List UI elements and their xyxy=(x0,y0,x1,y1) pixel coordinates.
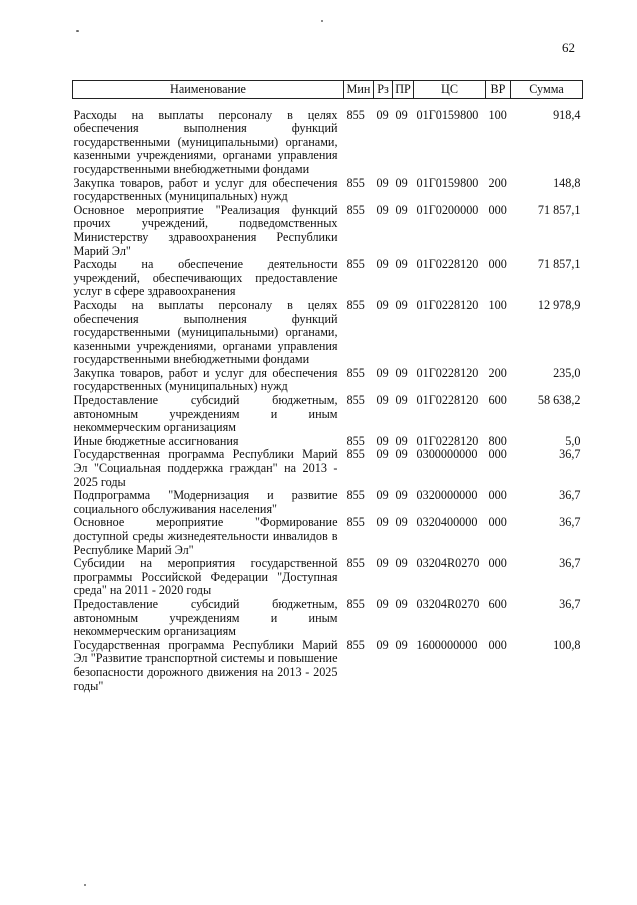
cell-rz: 09 xyxy=(376,175,389,190)
cell-vr: 000 xyxy=(488,556,507,571)
cell-name: Основное мероприятие "Реализация функций прочих учреждений, подведомственных Министерству здравоохранения Республики Марий Эл" xyxy=(73,202,338,258)
cell-rz: 09 xyxy=(376,393,389,408)
table-row xyxy=(73,98,583,176)
cell-cs: 01Г0200000 xyxy=(416,202,479,217)
table-row xyxy=(73,516,583,557)
cell-min: 855 xyxy=(346,257,365,272)
table-row xyxy=(73,639,583,693)
cell-pr: 09 xyxy=(395,556,408,571)
cell-vr: 200 xyxy=(488,365,507,380)
cell-vr: 000 xyxy=(488,637,507,652)
cell-cs: 03204R0270 xyxy=(416,556,480,571)
table-row xyxy=(73,258,583,299)
cell-rz: 09 xyxy=(376,257,389,272)
cell-sum: 100,8 xyxy=(553,637,581,652)
cell-sum: 36,7 xyxy=(559,447,581,462)
cell-name: Основное мероприятие "Формирование доступной среды жизнедеятельности инвалидов в Республике Марий Эл" xyxy=(73,515,338,557)
cell-vr: 200 xyxy=(488,175,507,190)
cell-sum: 36,7 xyxy=(559,556,581,571)
cell-vr: 000 xyxy=(488,447,507,462)
cell-rz: 09 xyxy=(376,297,389,312)
table-row xyxy=(73,204,583,258)
cell-rz: 09 xyxy=(376,447,389,462)
cell-rz: 09 xyxy=(376,365,389,380)
cell-pr: 09 xyxy=(395,488,408,503)
cell-min: 855 xyxy=(346,433,365,448)
header-sum: Сумма xyxy=(511,81,583,99)
table-row xyxy=(73,448,583,489)
cell-min: 855 xyxy=(346,556,365,571)
cell-cs: 01Г0228120 xyxy=(416,433,479,448)
cell-rz: 09 xyxy=(376,556,389,571)
cell-min: 855 xyxy=(346,488,365,503)
table-row xyxy=(73,598,583,639)
cell-rz: 09 xyxy=(376,107,389,122)
cell-vr: 100 xyxy=(488,297,507,312)
cell-pr: 09 xyxy=(395,175,408,190)
cell-vr: 600 xyxy=(488,393,507,408)
cell-min: 855 xyxy=(346,393,365,408)
cell-vr: 600 xyxy=(488,596,507,611)
cell-cs: 0300000000 xyxy=(416,447,478,462)
cell-name: Расходы на выплаты персоналу в целях обеспечения выполнения функций государственными (муниципальными) органами, казенными учреждениями, органами управления государственными внебюджетными фондами xyxy=(73,297,338,367)
cell-name: Субсидии на мероприятия государственной программы Российской Федерации "Доступная среда" на 2011 - 2020 годы xyxy=(73,556,338,598)
cell-rz: 09 xyxy=(376,202,389,217)
cell-min: 855 xyxy=(346,107,365,122)
page-number: 62 xyxy=(562,40,575,55)
cell-name: Государственная программа Республики Марий Эл "Развитие транспортной системы и повышение безопасности дорожного движения на 2013 - 2025 годы" xyxy=(73,637,338,693)
cell-min: 855 xyxy=(346,365,365,380)
cell-min: 855 xyxy=(346,637,365,652)
cell-pr: 09 xyxy=(395,365,408,380)
cell-sum: 148,8 xyxy=(553,175,581,190)
cell-rz: 09 xyxy=(376,637,389,652)
cell-min: 855 xyxy=(346,297,365,312)
cell-sum: 71 857,1 xyxy=(537,257,581,272)
cell-name: Подпрограмма "Модернизация и развитие социального обслуживания населения" xyxy=(73,488,338,516)
scan-speck xyxy=(84,884,86,886)
cell-rz: 09 xyxy=(376,596,389,611)
cell-pr: 09 xyxy=(395,297,408,312)
cell-cs: 01Г0228120 xyxy=(416,297,479,312)
cell-sum: 12 978,9 xyxy=(537,297,581,312)
cell-sum: 36,7 xyxy=(559,596,581,611)
budget-table xyxy=(72,80,583,693)
cell-cs: 03204R0270 xyxy=(416,596,480,611)
cell-name: Расходы на выплаты персоналу в целях обеспечения выполнения функций государственными (муниципальными) органами, казенными учреждениями, органами управления государственными внебюджетными фондами xyxy=(73,107,338,176)
cell-cs: 01Г0228120 xyxy=(416,257,479,272)
cell-pr: 09 xyxy=(395,393,408,408)
cell-cs: 01Г0159800 xyxy=(416,175,479,190)
table-header-row xyxy=(73,81,583,99)
cell-sum: 71 857,1 xyxy=(537,202,581,217)
cell-pr: 09 xyxy=(395,433,408,448)
table-row xyxy=(73,394,583,435)
cell-pr: 09 xyxy=(395,257,408,272)
cell-cs: 01Г0228120 xyxy=(416,393,479,408)
cell-cs: 01Г0159800 xyxy=(416,107,479,122)
cell-pr: 09 xyxy=(395,637,408,652)
cell-pr: 09 xyxy=(395,202,408,217)
table-row xyxy=(73,435,583,449)
table-row xyxy=(73,177,583,204)
cell-min: 855 xyxy=(346,175,365,190)
cell-name: Закупка товаров, работ и услуг для обеспечения государственных (муниципальных) нужд xyxy=(73,175,338,204)
cell-name: Предоставление субсидий бюджетным, автономным учреждениям и иным некоммерческим организациям xyxy=(73,596,338,639)
cell-name: Государственная программа Республики Марий Эл "Социальная поддержка граждан" на 2013 - 2025 годы xyxy=(73,447,338,489)
table-row xyxy=(73,299,583,367)
cell-min: 855 xyxy=(346,202,365,217)
header-pr: ПР xyxy=(393,81,414,99)
header-min: Мин xyxy=(344,81,374,99)
cell-cs: 0320000000 xyxy=(416,488,478,503)
cell-vr: 000 xyxy=(488,202,507,217)
cell-pr: 09 xyxy=(395,447,408,462)
cell-name: Иные бюджетные ассигнования xyxy=(73,433,239,448)
header-rz: Рз xyxy=(374,81,393,99)
cell-pr: 09 xyxy=(395,515,408,530)
cell-min: 855 xyxy=(346,447,365,462)
cell-name: Расходы на обеспечение деятельности учреждений, обеспечивающих предоставление услуг в сфере здравоохранения xyxy=(73,257,338,299)
cell-name: Закупка товаров, работ и услуг для обеспечения государственных (муниципальных) нужд xyxy=(73,365,338,394)
cell-cs: 0320400000 xyxy=(416,515,478,530)
cell-rz: 09 xyxy=(376,515,389,530)
header-name: Наименование xyxy=(73,81,344,99)
cell-cs: 1600000000 xyxy=(416,637,478,652)
header-cs: ЦС xyxy=(414,81,486,99)
cell-sum: 58 638,2 xyxy=(537,393,581,408)
cell-pr: 09 xyxy=(395,107,408,122)
cell-sum: 36,7 xyxy=(559,515,581,530)
cell-min: 855 xyxy=(346,515,365,530)
scan-speck xyxy=(76,30,79,32)
cell-rz: 09 xyxy=(376,433,389,448)
table-row xyxy=(73,557,583,598)
cell-name: Предоставление субсидий бюджетным, автономным учреждениям и иным некоммерческим организациям xyxy=(73,393,338,435)
cell-vr: 000 xyxy=(488,257,507,272)
cell-sum: 235,0 xyxy=(553,365,581,380)
table-row xyxy=(73,367,583,394)
cell-rz: 09 xyxy=(376,488,389,503)
cell-vr: 800 xyxy=(488,433,507,448)
cell-vr: 000 xyxy=(488,515,507,530)
cell-vr: 100 xyxy=(488,107,507,122)
cell-sum: 36,7 xyxy=(559,488,581,503)
header-vr: ВР xyxy=(486,81,511,99)
table-row xyxy=(73,489,583,516)
cell-sum: 918,4 xyxy=(553,107,581,122)
cell-cs: 01Г0228120 xyxy=(416,365,479,380)
cell-min: 855 xyxy=(346,596,365,611)
cell-pr: 09 xyxy=(395,596,408,611)
cell-sum: 5,0 xyxy=(565,433,581,448)
cell-vr: 000 xyxy=(488,488,507,503)
scan-speck xyxy=(321,20,323,22)
